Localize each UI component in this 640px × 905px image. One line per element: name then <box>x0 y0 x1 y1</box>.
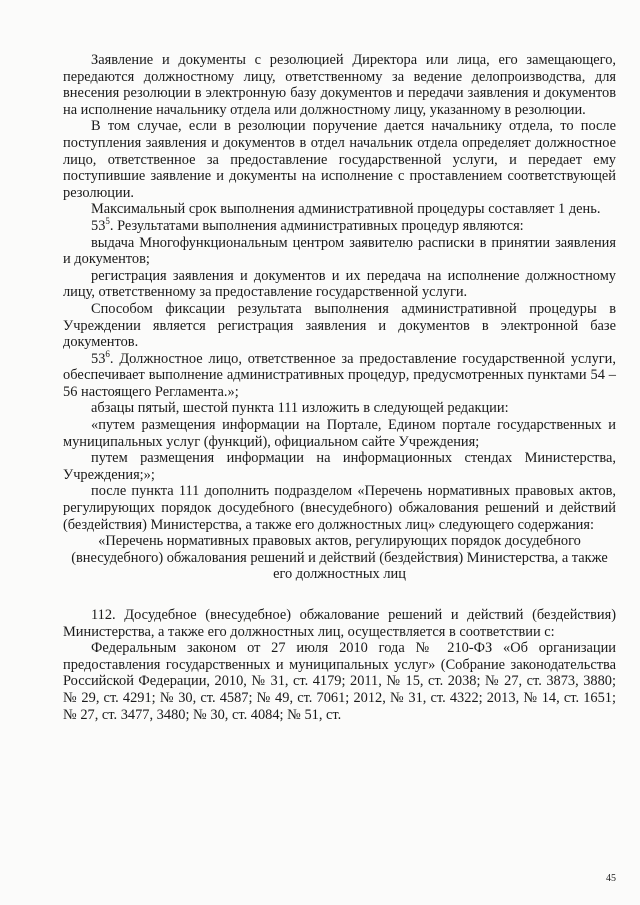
clause-text: . Результатами выполнения административных процедур являются: <box>109 217 524 234</box>
section-heading: «Перечень нормативных правовых актов, регулирующих порядок досудебного (внесудебного) обжалования решений и действий (бездействия) Министерства, а также его должностных лиц <box>71 533 608 583</box>
paragraph: Способом фиксации результата выполнения административной процедуры в Учреждении является регистрация заявления и документов в электронной базе документов. <box>63 300 616 351</box>
clause-superscript: 5 <box>105 216 110 227</box>
paragraph: Максимальный срок выполнения административной процедуры составляет 1 день. <box>91 201 601 218</box>
paragraph: В том случае, если в резолюции поручение дается начальнику отдела, то после поступления заявления и документов в отдел начальник отдела определяет должностное лицо, ответственное за предоставление государственной услуги, и передает ему поступившие заявление и документы на исполнение с проставлением соответствующей резолюции. <box>63 118 616 201</box>
paragraph: выдача Многофункциональным центром заявителю расписки в принятии заявления и документов; <box>63 234 616 268</box>
paragraph: Федеральным законом от 27 июля 2010 года № 210-ФЗ «Об организации предоставления государственных и муниципальных услуг» (Собрание законодательства Российской Федерации, 2010, № 31, ст. 4179; 2011, № 15, ст. 2038; № 27, ст. 3873, 3880; № 29, ст. 4291; № 30, ст. 4587; № 49, ст. 7061; 2012, № 31, ст. 4322; 2013, № 14, ст. 1651; № 27, ст. 3477, 3480; № 30, ст. 4084; № 51, ст. <box>63 640 616 723</box>
paragraph: после пункта 111 дополнить подразделом «Перечень нормативных правовых актов, регулирующих порядок досудебного (внесудебного) обжалования решений и действий (бездействия) Министерства, а также его должностных лиц» следующего содержания: <box>63 483 616 533</box>
paragraph: «путем размещения информации на Портале, Едином портале государственных и муниципальных услуг (функций), официальном сайте Учреждения; <box>63 417 616 450</box>
page-number: 45 <box>606 873 616 884</box>
clause-superscript: 6 <box>105 348 110 359</box>
paragraph: путем размещения информации на информационных стендах Министерства, Учреждения;»; <box>63 450 616 483</box>
paragraph: Заявление и документы с резолюцией Директора или лица, его замещающего, передаются должностному лицу, ответственному за ведение делопроизводства, для внесения резолюции в электронную базу документов и передачи заявления и документов на исполнение начальнику отдела или должностному лицу, указанному в резолюции. <box>63 52 616 118</box>
clause-number: 53 <box>91 217 106 234</box>
document-body <box>63 52 616 723</box>
paragraph: абзацы пятый, шестой пункта 111 изложить в следующей редакции: <box>91 400 509 417</box>
paragraph <box>63 348 616 401</box>
clause-text: . Должностное лицо, ответственное за предоставление государственной услуги, обеспечивает выполнение административных процедур, предусмотренных пунктами 54 – 56 настоящего Регламента.»; <box>63 350 616 400</box>
paragraph: регистрация заявления и документов и их передача на исполнение должностному лицу, ответственному за предоставление государственной услуги. <box>63 267 616 301</box>
paragraph: 112. Досудебное (внесудебное) обжалование решений и действий (бездействия) Министерства, а также его должностных лиц, осуществляется в соответствии с: <box>63 607 616 640</box>
paragraph <box>63 218 616 235</box>
clause-number: 53 <box>91 350 106 367</box>
